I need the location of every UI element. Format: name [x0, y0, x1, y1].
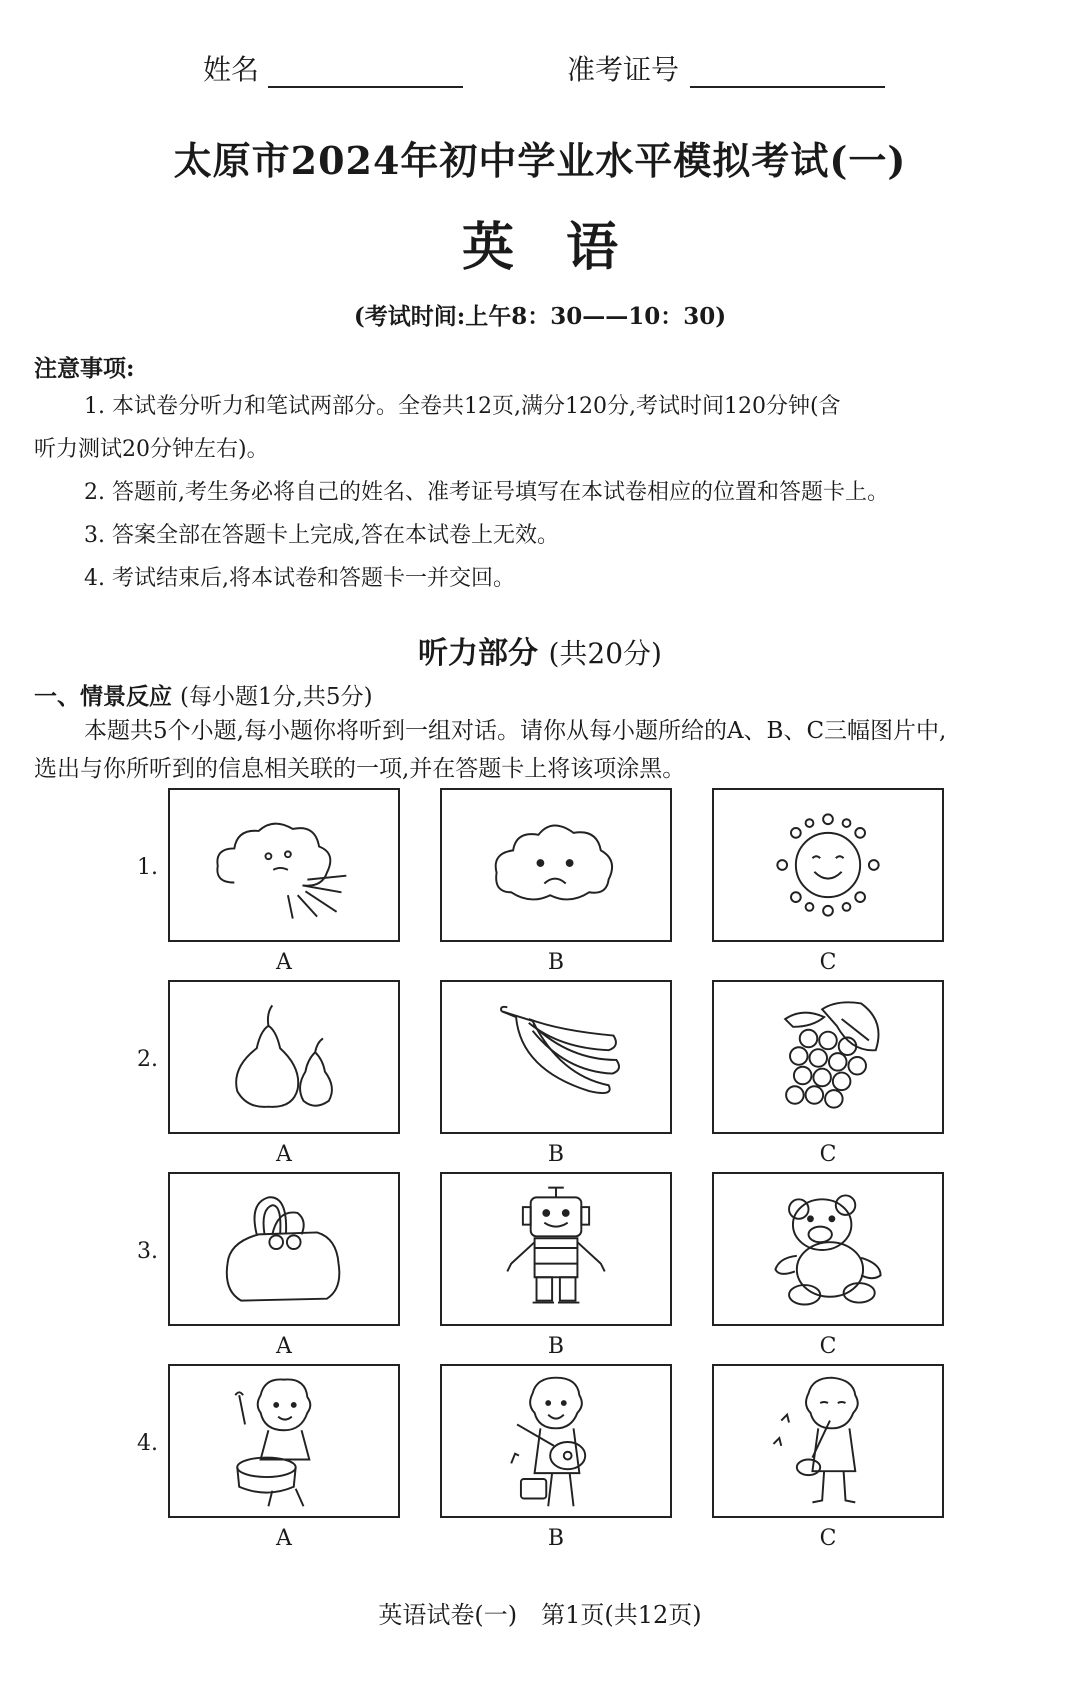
exam-time: (考试时间:上午8：30——10：30) — [353, 303, 727, 330]
option-picture[interactable] — [168, 1364, 400, 1518]
sad-cloud-icon — [442, 790, 670, 940]
option-picture[interactable] — [712, 1364, 944, 1518]
option-picture[interactable] — [440, 788, 672, 942]
option-picture[interactable] — [440, 980, 672, 1134]
exam-title: 太原市2024年初中学业水平模拟考试(一) — [173, 138, 907, 183]
section-score: (共20分) — [548, 637, 662, 670]
option-letter: A — [276, 1334, 292, 1359]
notice-item-2: 2. 答题前,考生务必将自己的姓名、准考证号填写在本试卷相应的位置和答题卡上。 — [84, 480, 889, 505]
option-letter: C — [819, 1334, 837, 1359]
exam-number-field[interactable] — [690, 86, 885, 88]
question-number: 2. — [137, 1047, 158, 1072]
option-letter: A — [276, 950, 292, 975]
part1-instruction-line1: 本题共5个小题,每小题你将听到一组对话。请你从每小题所给的A、B、C三幅图片中, — [84, 718, 947, 744]
question-number: 3. — [137, 1239, 158, 1264]
notice-item-1: 1. 本试卷分听力和笔试两部分。全卷共12页,满分120分,考试时间120分钟(含 听力测试20分钟左右)。 — [34, 394, 841, 462]
option-letter: C — [819, 1142, 837, 1167]
option-letter: C — [819, 1526, 837, 1551]
part1-title — [34, 678, 373, 711]
robot-icon — [442, 1174, 670, 1324]
notice-title: 注意事项: — [34, 355, 135, 382]
option-letter: C — [819, 950, 837, 975]
question-number: 1. — [137, 855, 158, 880]
option-picture[interactable] — [168, 980, 400, 1134]
option-letter: B — [547, 1142, 565, 1167]
option-letter: B — [547, 1526, 565, 1551]
option-picture[interactable] — [168, 788, 400, 942]
section-title-text: 听力部分 — [418, 636, 539, 671]
option-letter: A — [276, 1142, 292, 1167]
grapes-icon — [714, 982, 942, 1132]
option-letter: B — [547, 950, 565, 975]
option-picture[interactable] — [168, 1172, 400, 1326]
option-letter: B — [547, 1334, 565, 1359]
candidate-info-row — [0, 48, 1080, 98]
boy-drum-icon — [170, 1366, 398, 1516]
option-picture[interactable] — [440, 1364, 672, 1518]
part1-score: (每小题1分,共5分) — [180, 684, 373, 710]
option-picture[interactable] — [712, 980, 944, 1134]
teddy-bear-icon — [714, 1174, 942, 1324]
notice-item-3: 3. 答案全部在答题卡上完成,答在本试卷上无效。 — [84, 523, 559, 548]
exam-number-label: 准考证号 — [567, 53, 680, 86]
name-label: 姓名 — [203, 53, 260, 86]
option-picture[interactable] — [712, 1172, 944, 1326]
question-number: 4. — [137, 1431, 158, 1456]
listening-section-title — [0, 628, 1080, 672]
boy-trumpet-icon — [714, 1366, 942, 1516]
option-picture[interactable] — [712, 788, 944, 942]
notice-item-4: 4. 考试结束后,将本试卷和答题卡一并交回。 — [84, 566, 515, 591]
boy-guitar-icon — [442, 1366, 670, 1516]
part1-title-text: 一、情景反应 — [34, 683, 172, 710]
subject-title: 英语 — [461, 217, 670, 278]
bananas-icon — [442, 982, 670, 1132]
option-picture[interactable] — [440, 1172, 672, 1326]
part1-instruction-line2: 选出与你所听到的信息相关联的一项,并在答题卡上将该项涂黑。 — [34, 756, 686, 782]
option-letter: A — [276, 1526, 292, 1551]
smiling-sun-icon — [714, 790, 942, 940]
pears-icon — [170, 982, 398, 1132]
name-field[interactable] — [268, 86, 463, 88]
page-footer: 英语试卷(一) 第1页(共12页) — [378, 1601, 702, 1629]
windy-cloud-icon — [170, 790, 398, 940]
handbag-icon — [170, 1174, 398, 1324]
